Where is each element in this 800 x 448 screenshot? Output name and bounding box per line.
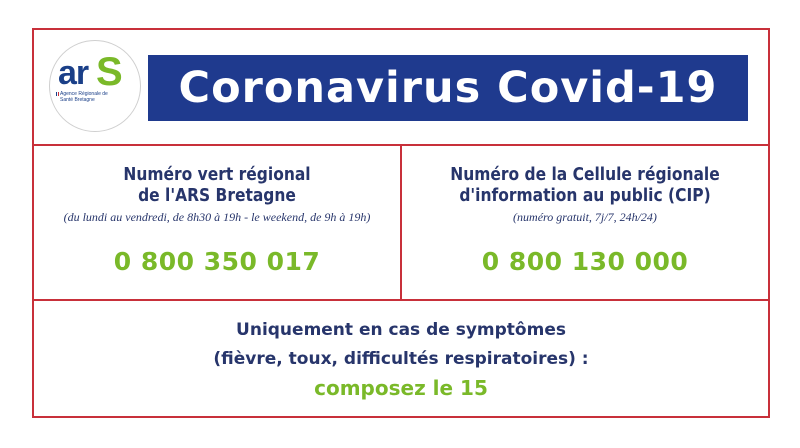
left-hours-note: (du lundi au vendredi, de 8h30 à 19h - le weekend, de 9h à 19h)	[63, 210, 371, 224]
left-title-line2: de l'ARS Bretagne	[138, 185, 296, 206]
emergency-number: composez le 15	[314, 376, 488, 400]
title-banner	[148, 55, 748, 121]
right-hours-note: (numéro gratuit, 7j/7, 24h/24)	[513, 210, 657, 224]
banner-title: Coronavirus Covid-19	[178, 63, 718, 113]
ars-logo-letters: ar	[58, 54, 89, 92]
flag-icon	[56, 92, 59, 96]
symptoms-line1: Uniquement en cas de symptômes	[236, 320, 566, 340]
symptoms-line2: (fièvre, toux, difficultés respiratoires) :	[213, 349, 589, 369]
right-panel	[402, 164, 768, 276]
left-panel	[34, 164, 400, 276]
left-title-line1: Numéro vert régional	[123, 164, 311, 185]
right-phone-number: 0 800 130 000	[481, 247, 689, 276]
ars-logo-subtitle: Agence Régionale de Santé Bretagne	[60, 91, 108, 103]
ars-logo-s: S	[96, 50, 123, 94]
symptoms-panel	[34, 316, 768, 403]
right-title-line2: d'information au public (CIP)	[459, 185, 711, 206]
left-phone-number: 0 800 350 017	[113, 247, 321, 276]
right-title-line1: Numéro de la Cellule régionale	[450, 164, 720, 185]
